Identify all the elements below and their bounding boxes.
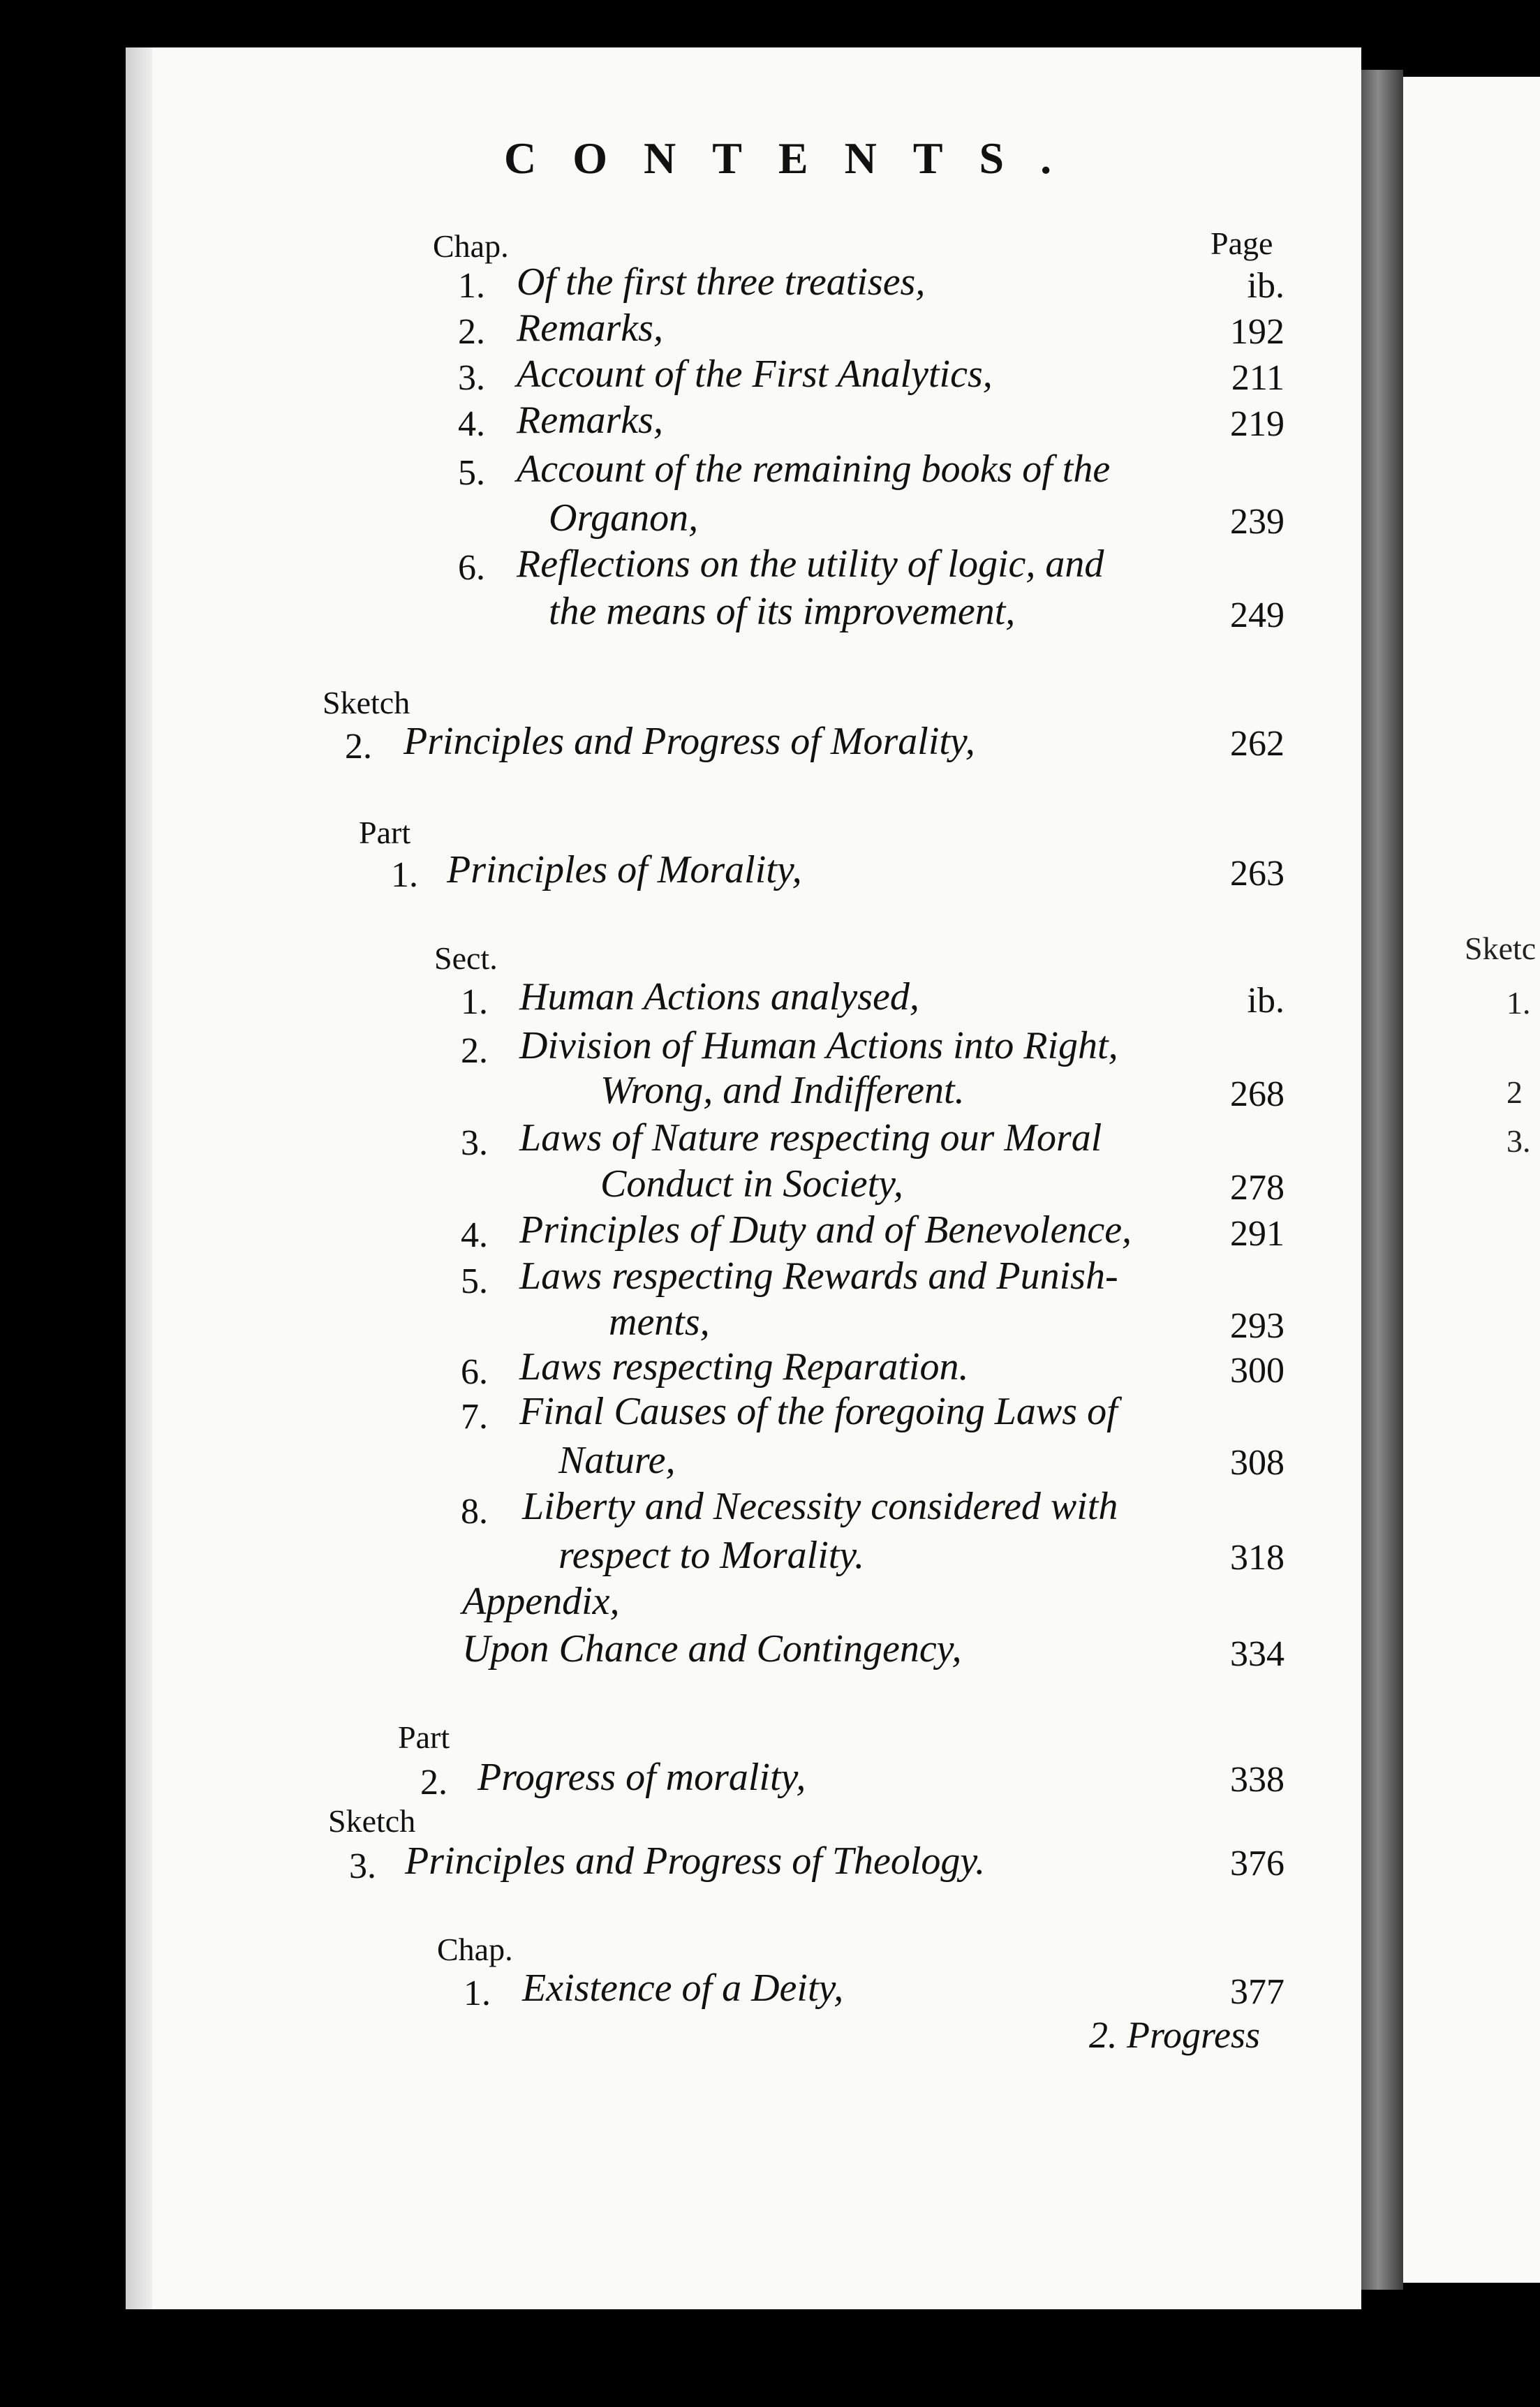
sect-label: Sect.: [434, 940, 498, 976]
entry-title: Human Actions analysed,: [519, 975, 919, 1019]
entry-page: 263: [1230, 854, 1284, 894]
entry-page: 211: [1231, 358, 1284, 398]
entry-page: 268: [1230, 1074, 1284, 1114]
entry-page: 376: [1230, 1844, 1284, 1883]
entry-title-continued: the means of its improvement,: [549, 590, 1016, 633]
entry-number: 7.: [461, 1397, 488, 1437]
book-binding: [1361, 70, 1403, 2290]
sketch-label: Sketch: [323, 685, 410, 720]
entry-number: 3.: [458, 358, 485, 398]
entry-page: ib.: [1247, 266, 1284, 306]
entry-number: 6.: [458, 548, 485, 588]
entry-title-continued: Organon,: [549, 496, 699, 540]
entry-title: Remarks,: [517, 306, 663, 350]
page-column-header: Page: [1210, 225, 1273, 261]
page-edge: [126, 47, 152, 2309]
entry-page: 300: [1230, 1351, 1284, 1391]
entry-page: 278: [1230, 1168, 1284, 1208]
entry-page: 192: [1230, 312, 1284, 352]
entry-title-continued: ments,: [609, 1301, 710, 1344]
entry-page: 262: [1230, 724, 1284, 764]
facing-page: [1403, 77, 1540, 2283]
entry-title: Of the first three treatises,: [517, 260, 926, 304]
entry-title: Laws of Nature respecting our Moral: [519, 1116, 1102, 1160]
entry-number: 2.: [458, 312, 485, 352]
entry-page: 249: [1230, 595, 1284, 635]
entry-title-continued: respect to Morality.: [558, 1534, 865, 1577]
entry-number: 4.: [461, 1215, 488, 1255]
appendix-title: Upon Chance and Contingency,: [462, 1627, 962, 1671]
entry-title: Principles of Morality,: [447, 848, 802, 891]
entry-title: Principles of Duty and of Benevolence,: [519, 1208, 1132, 1252]
entry-title-continued: Conduct in Society,: [600, 1162, 903, 1206]
entry-title: Principles and Progress of Morality,: [403, 720, 975, 763]
entry-number: 1.: [464, 1973, 491, 2013]
facing-num-1: 1.: [1506, 985, 1531, 1021]
entry-number: 4.: [458, 404, 485, 444]
entry-title: Existence of a Deity,: [522, 1967, 844, 2010]
entry-number: 2.: [461, 1031, 488, 1071]
entry-number: 1.: [391, 855, 418, 895]
facing-sketch: Sketc: [1465, 931, 1537, 966]
page-title: CONTENTS.: [504, 133, 1088, 183]
entry-page: 377: [1230, 1972, 1284, 2012]
entry-number: 3.: [461, 1123, 488, 1163]
appendix-label: Appendix,: [462, 1580, 620, 1623]
entry-number: 1.: [458, 266, 485, 306]
chap-label: Chap.: [437, 1932, 513, 1967]
chap-column-header: Chap.: [433, 228, 509, 264]
entry-number: 3.: [349, 1846, 376, 1886]
entry-page: 308: [1230, 1443, 1284, 1483]
entry-title-continued: Wrong, and Indifferent.: [600, 1069, 965, 1112]
part-label: Part: [359, 815, 411, 850]
entry-number: 2.: [420, 1763, 447, 1802]
entry-number: 2.: [345, 727, 372, 766]
catchword: 2. Progress: [1089, 2014, 1261, 2056]
entry-title: Remarks,: [517, 399, 663, 442]
entry-page: 338: [1230, 1760, 1284, 1800]
entry-title: Reflections on the utility of logic, and: [517, 542, 1104, 586]
entry-title: Progress of morality,: [477, 1756, 806, 1799]
facing-num-3: 3.: [1506, 1123, 1531, 1159]
part-label: Part: [398, 1719, 450, 1755]
entry-title: Laws respecting Rewards and Punish-: [519, 1254, 1118, 1298]
entry-number: 1.: [461, 982, 488, 1022]
entry-page: 334: [1230, 1634, 1284, 1674]
entry-number: 8.: [461, 1492, 488, 1532]
entry-title-continued: Nature,: [558, 1439, 676, 1482]
entry-number: 6.: [461, 1352, 488, 1392]
entry-title: Laws respecting Reparation.: [519, 1345, 969, 1388]
entry-page: 293: [1230, 1306, 1284, 1346]
entry-page: 239: [1230, 502, 1284, 542]
entry-title: Account of the remaining books of the: [517, 447, 1111, 491]
entry-page: 318: [1230, 1538, 1284, 1578]
entry-title: Final Causes of the foregoing Laws of: [519, 1390, 1118, 1433]
entry-number: 5.: [458, 453, 485, 493]
sketch-label: Sketch: [328, 1803, 416, 1839]
entry-page: 219: [1230, 404, 1284, 444]
entry-page: 291: [1230, 1214, 1284, 1254]
entry-title: Division of Human Actions into Right,: [519, 1024, 1118, 1067]
entry-title: Account of the First Analytics,: [517, 353, 993, 396]
entry-number: 5.: [461, 1261, 488, 1301]
facing-num-2: 2: [1506, 1074, 1523, 1110]
entry-page: ib.: [1247, 981, 1284, 1021]
entry-title: Liberty and Necessity considered with: [522, 1485, 1118, 1528]
entry-title: Principles and Progress of Theology.: [405, 1839, 986, 1883]
